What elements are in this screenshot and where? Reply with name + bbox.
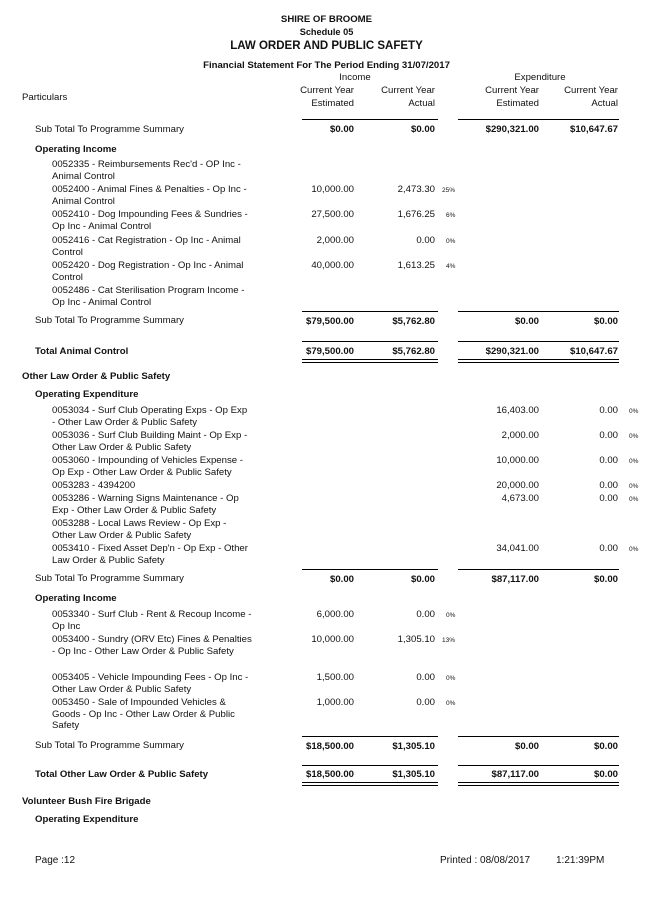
- subtotal-income-actual: $0.00: [410, 124, 435, 135]
- income-percent: 13%: [442, 637, 456, 644]
- income-header-rule: [302, 119, 438, 120]
- page-number: Page :12: [35, 855, 76, 866]
- subtotal-exp-estimated: $0.00: [514, 741, 539, 752]
- rule: [302, 569, 438, 570]
- income-est-header-2: Estimated: [311, 98, 354, 109]
- income-actual: 1,305.10: [397, 634, 435, 645]
- subtotal-income-estimated: $79,500.00: [305, 316, 354, 327]
- rule: [458, 341, 619, 342]
- expenditure-header-rule: [458, 119, 619, 120]
- total-label: Total Other Law Order & Public Safety: [35, 769, 209, 780]
- exp-act-header-2: Actual: [591, 98, 618, 109]
- section-heading: Operating Expenditure: [35, 814, 139, 825]
- income-estimated: 1,500.00: [316, 672, 354, 683]
- account-line: 0053340 - Surf Club - Rent & Recoup Income - Op Inc: [52, 609, 252, 632]
- subtotal-income-actual: $5,762.80: [392, 316, 435, 327]
- exp-actual: 0.00: [599, 480, 618, 491]
- subtotal-label: Sub Total To Programme Summary: [35, 740, 184, 751]
- exp-percent: 0%: [629, 546, 639, 553]
- income-estimated: 10,000.00: [311, 634, 354, 645]
- exp-actual: 0.00: [599, 405, 618, 416]
- account-line: 0053400 - Sundry (ORV Etc) Fines & Penalties - Op Inc - Other Law Order & Public Safety: [52, 634, 252, 657]
- page-title: LAW ORDER AND PUBLIC SAFETY: [230, 40, 423, 52]
- income-estimated: 1,000.00: [316, 697, 354, 708]
- exp-actual: 0.00: [599, 493, 618, 504]
- income-estimated: 40,000.00: [311, 260, 354, 271]
- rule: [458, 736, 619, 737]
- exp-estimated: 16,403.00: [496, 405, 539, 416]
- income-actual: 2,473.30: [397, 184, 435, 195]
- rule: [302, 736, 438, 737]
- printed-time: 1:21:39PM: [556, 855, 605, 866]
- expenditure-header: Expenditure: [514, 72, 566, 83]
- exp-act-header-1: Current Year: [564, 85, 618, 96]
- income-actual: 1,613.25: [397, 260, 435, 271]
- income-actual: 0.00: [416, 235, 435, 246]
- income-estimated: 6,000.00: [316, 609, 354, 620]
- page-subtitle: Financial Statement For The Period Ending 31/07/2017: [203, 60, 450, 71]
- subtotal-label: Sub Total To Programme Summary: [35, 573, 184, 584]
- account-line: 0052420 - Dog Registration - Op Inc - Animal Control: [52, 260, 244, 283]
- account-line: 0053286 - Warning Signs Maintenance - Op Exp - Other Law Order & Public Safety: [52, 493, 239, 516]
- income-actual: 0.00: [416, 672, 435, 683]
- account-line: 0053410 - Fixed Asset Dep'n - Op Exp - Other Law Order & Public Safety: [52, 543, 248, 566]
- exp-estimated: 20,000.00: [496, 480, 539, 491]
- exp-estimated: 10,000.00: [496, 455, 539, 466]
- rule: [302, 311, 438, 312]
- income-estimated: 27,500.00: [311, 209, 354, 220]
- double-rule: [458, 359, 619, 363]
- subtotal-label: Sub Total To Programme Summary: [35, 315, 184, 326]
- income-percent: 25%: [442, 187, 456, 194]
- subtotal-income-estimated: $0.00: [329, 124, 354, 135]
- exp-percent: 0%: [629, 483, 639, 490]
- total-exp-actual: $0.00: [593, 769, 618, 780]
- income-percent: 4%: [446, 263, 456, 270]
- account-line: 0052410 - Dog Impounding Fees & Sundries - Op Inc - Animal Control: [52, 209, 248, 232]
- income-estimated: 10,000.00: [311, 184, 354, 195]
- income-percent: 6%: [446, 212, 456, 219]
- account-line: 0052400 - Animal Fines & Penalties - Op Inc - Animal Control: [52, 184, 247, 207]
- section-heading: Operating Income: [35, 144, 117, 155]
- account-line: 0052486 - Cat Sterilisation Program Income - Op Inc - Animal Control: [52, 285, 245, 308]
- exp-percent: 0%: [629, 408, 639, 415]
- income-actual: 0.00: [416, 697, 435, 708]
- subtotal-label: Sub Total To Programme Summary: [35, 124, 184, 135]
- income-percent: 0%: [446, 700, 456, 707]
- total-label: Total Animal Control: [35, 346, 129, 357]
- account-line: 0052416 - Cat Registration - Op Inc - Animal Control: [52, 235, 241, 258]
- total-exp-estimated: $290,321.00: [485, 346, 539, 357]
- rule: [458, 765, 619, 766]
- exp-actual: 0.00: [599, 455, 618, 466]
- account-line: 0053450 - Sale of Impounded Vehicles & Goods - Op Inc - Other Law Order & Public Safety: [52, 697, 235, 731]
- subtotal-exp-estimated: $0.00: [514, 316, 539, 327]
- exp-estimated: 4,673.00: [501, 493, 539, 504]
- exp-actual: 0.00: [599, 430, 618, 441]
- account-line: 0053034 - Surf Club Operating Exps - Op Exp - Other Law Order & Public Safety: [52, 405, 248, 428]
- exp-estimated: 34,041.00: [496, 543, 539, 554]
- double-rule: [302, 359, 438, 363]
- rule: [302, 341, 438, 342]
- income-estimated: 2,000.00: [316, 235, 354, 246]
- double-rule: [302, 782, 438, 786]
- program-heading: Volunteer Bush Fire Brigade: [22, 796, 151, 807]
- subtotal-exp-actual: $0.00: [593, 574, 618, 585]
- double-rule: [458, 782, 619, 786]
- exp-estimated: 2,000.00: [501, 430, 539, 441]
- subtotal-exp-estimated: $290,321.00: [485, 124, 539, 135]
- exp-percent: 0%: [629, 433, 639, 440]
- rule: [302, 765, 438, 766]
- printed-date: Printed : 08/08/2017: [440, 855, 531, 866]
- account-line: 0053036 - Surf Club Building Maint - Op Exp - Other Law Order & Public Safety: [52, 430, 248, 453]
- account-line: 0053288 - Local Laws Review - Op Exp - Other Law Order & Public Safety: [52, 518, 227, 541]
- account-line: 0052335 - Reimbursements Rec'd - OP Inc - Animal Control: [52, 159, 241, 182]
- income-percent: 0%: [446, 238, 456, 245]
- exp-percent: 0%: [629, 496, 639, 503]
- income-percent: 0%: [446, 612, 456, 619]
- subtotal-income-actual: $0.00: [410, 574, 435, 585]
- total-income-estimated: $79,500.00: [305, 346, 354, 357]
- income-percent: 0%: [446, 675, 456, 682]
- subtotal-income-estimated: $0.00: [329, 574, 354, 585]
- account-line: 0053283 - 4394200: [52, 480, 136, 491]
- exp-percent: 0%: [629, 458, 639, 465]
- total-income-estimated: $18,500.00: [305, 769, 354, 780]
- rule: [458, 311, 619, 312]
- subtotal-exp-actual: $0.00: [593, 316, 618, 327]
- rule: [458, 569, 619, 570]
- program-heading: Other Law Order & Public Safety: [22, 371, 171, 382]
- account-line: 0053405 - Vehicle Impounding Fees - Op Inc - Other Law Order & Public Safety: [52, 672, 249, 695]
- subtotal-exp-actual: $10,647.67: [569, 124, 618, 135]
- subtotal-exp-estimated: $87,117.00: [491, 574, 539, 585]
- section-heading: Operating Income: [35, 593, 117, 604]
- income-actual: 0.00: [416, 609, 435, 620]
- exp-est-header-2: Estimated: [496, 98, 539, 109]
- income-header: Income: [339, 72, 371, 83]
- particulars-header: Particulars: [22, 92, 68, 103]
- section-heading: Operating Expenditure: [35, 389, 139, 400]
- income-est-header-1: Current Year: [300, 85, 354, 96]
- exp-actual: 0.00: [599, 543, 618, 554]
- subtotal-exp-actual: $0.00: [593, 741, 618, 752]
- income-actual: 1,676.25: [397, 209, 435, 220]
- total-exp-actual: $10,647.67: [569, 346, 618, 357]
- org-name: SHIRE OF BROOME: [280, 14, 373, 25]
- income-act-header-2: Actual: [408, 98, 435, 109]
- account-line: 0053060 - Impounding of Vehicles Expense - Op Exp - Other Law Order & Public Safety: [52, 455, 243, 478]
- total-exp-estimated: $87,117.00: [491, 769, 539, 780]
- schedule-number: Schedule 05: [299, 27, 354, 37]
- total-income-actual: $5,762.80: [392, 346, 435, 357]
- income-act-header-1: Current Year: [381, 85, 435, 96]
- subtotal-income-estimated: $18,500.00: [305, 741, 354, 752]
- exp-est-header-1: Current Year: [485, 85, 539, 96]
- total-income-actual: $1,305.10: [392, 769, 435, 780]
- subtotal-income-actual: $1,305.10: [392, 741, 435, 752]
